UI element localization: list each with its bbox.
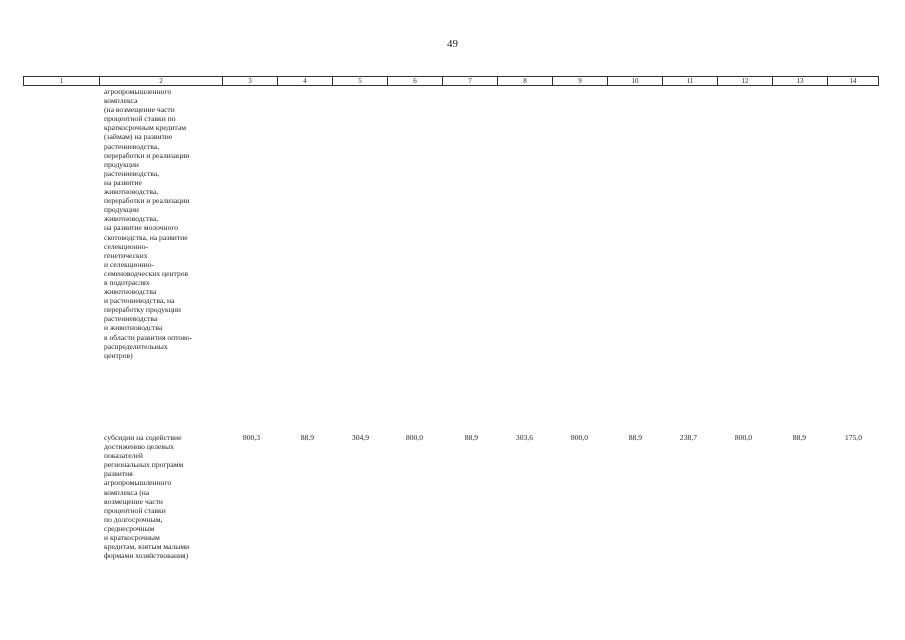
value-cell: 303,6	[515, 433, 533, 442]
page-number: 49	[447, 38, 458, 50]
value-cell: 88,9	[300, 433, 314, 442]
column-number: 6	[388, 77, 443, 86]
column-number: 1	[24, 77, 100, 86]
column-number: 10	[608, 77, 663, 86]
column-number: 13	[773, 77, 828, 86]
column-number: 9	[553, 77, 608, 86]
column-number: 14	[828, 77, 879, 86]
value-cell: 800,3	[242, 433, 260, 442]
value-cell: 800,0	[570, 433, 588, 442]
subsidy-values-row	[0, 433, 905, 445]
row-description-subsidy: субсидии на содействие достижению целевых показателей региональных программ развития агропромышленного комплекса (на возмещение части процентной ставки по долгосрочным, среднесрочным и краткосрочным кредитам, взятым малыми формами хозяйствования)	[104, 433, 190, 561]
row-description-continued: агропромышленного комплекса (на возмещение части процентной ставки по краткосрочным кредитам (займам) на развитие растениеводства, переработки и реализации продукции растениеводства, на развитие животноводства, переработки и реализации продукции животноводства, на развитие молочного скотоводства, на развитие селекционно- генетических и селекционно- семеноводческих центров в подотраслях животноводства и растениеводства, на переработку продукции растениеводства и животноводства в области развития оптово- распределительных центров)	[104, 87, 193, 360]
value-cell: 88,9	[792, 433, 806, 442]
column-number: 4	[278, 77, 333, 86]
value-cell: 88,9	[628, 433, 642, 442]
value-cell: 238,7	[679, 433, 697, 442]
column-number: 12	[718, 77, 773, 86]
column-number: 11	[663, 77, 718, 86]
value-cell: 800,0	[405, 433, 423, 442]
value-cell: 88,9	[464, 433, 478, 442]
column-number: 3	[223, 77, 278, 86]
column-number: 8	[498, 77, 553, 86]
value-cell: 800,0	[734, 433, 752, 442]
column-number-header	[23, 76, 879, 86]
value-cell: 304,9	[351, 433, 369, 442]
column-number: 7	[443, 77, 498, 86]
column-number: 2	[100, 77, 223, 86]
column-number: 5	[333, 77, 388, 86]
value-cell: 175,0	[844, 433, 862, 442]
